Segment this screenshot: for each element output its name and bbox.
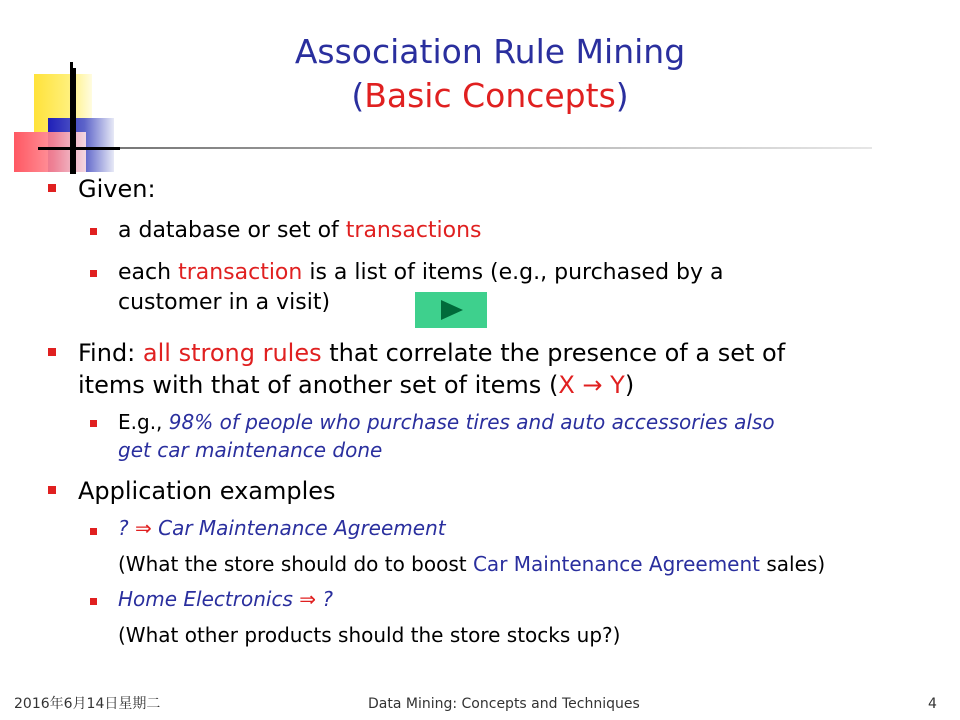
find-example-text: 98% of people who purchase tires and auto accessories also: [168, 410, 775, 434]
rule-arrow: →: [582, 371, 603, 399]
find-prefix: Find:: [78, 339, 143, 367]
implies-arrow-icon: ⇒: [134, 516, 152, 540]
app-ex2-question: ?: [322, 587, 333, 611]
find-line-2: [78, 370, 634, 400]
footer-title: Data Mining: Concepts and Techniques: [368, 696, 640, 712]
decor-horizontal-line: [38, 147, 120, 150]
given-item-2: [118, 258, 724, 288]
application-example-1-note: [118, 551, 825, 577]
given-item-2-text: each: [118, 260, 179, 285]
application-example-1: [118, 515, 446, 541]
app-ex1-note-highlight: Car Maintenance Agreement: [472, 552, 760, 576]
app-ex1-text: Car Maintenance Agreement: [158, 516, 446, 540]
find-highlight: all strong rules: [142, 339, 322, 367]
given-item-1: [118, 216, 482, 246]
rule-x: X: [558, 371, 575, 399]
square-bullet-icon: [90, 598, 97, 605]
title-underline-rule: [120, 147, 872, 149]
app-ex1-note-prefix: (What the store should do to boost: [118, 552, 473, 576]
square-bullet-icon: [90, 420, 97, 427]
square-bullet-icon: [48, 486, 56, 494]
title-line-1: Association Rule Mining: [294, 32, 686, 71]
square-bullet-icon: [90, 270, 97, 277]
applications-label: Application examples: [78, 477, 336, 505]
given-item-2-highlight: transaction: [178, 260, 303, 285]
app-ex2-text: Home Electronics: [118, 587, 293, 611]
find-line-2-text: items with that of another set of items (: [78, 371, 559, 399]
app-ex1-question: ?: [118, 516, 129, 540]
given-label: Given:: [78, 175, 156, 203]
application-example-2: [118, 586, 333, 612]
find-line-1: [78, 338, 785, 368]
title-paren-close: ): [615, 76, 629, 115]
square-bullet-icon: [48, 348, 56, 356]
given-item-1-text: a database or set of: [118, 218, 346, 243]
find-example-prefix: E.g.,: [118, 410, 169, 434]
implies-arrow-icon: ⇒: [299, 587, 316, 611]
slide-title: [170, 30, 810, 118]
play-button[interactable]: [415, 292, 487, 328]
application-example-2-note: (What other products should the store stocks up?): [118, 623, 621, 647]
title-paren-open: (: [351, 76, 365, 115]
app-ex1-note-suffix: sales): [760, 552, 826, 576]
footer-date: 2016年6月14日星期二: [14, 696, 161, 712]
footer-page-number: 4: [928, 696, 937, 712]
play-triangle-icon: [441, 300, 463, 320]
find-example-line-1: [118, 409, 775, 435]
decor-vertical-line: [73, 68, 76, 174]
given-item-2-line2: customer in a visit): [118, 290, 331, 315]
find-example-line-2: get car maintenance done: [118, 438, 383, 462]
square-bullet-icon: [90, 528, 97, 535]
find-suffix: that correlate the presence of a set of: [321, 339, 786, 367]
title-subtitle: Basic Concepts: [364, 76, 616, 115]
given-item-2-suffix: is a list of items (e.g., purchased by a: [302, 260, 724, 285]
rule-arrow-spacer-2: [603, 371, 611, 399]
square-bullet-icon: [48, 184, 56, 192]
find-line-2-close: ): [624, 371, 635, 399]
title-line-2: [170, 74, 810, 118]
given-item-1-highlight: transactions: [345, 218, 482, 243]
square-bullet-icon: [90, 228, 97, 235]
rule-y: Y: [610, 371, 625, 399]
